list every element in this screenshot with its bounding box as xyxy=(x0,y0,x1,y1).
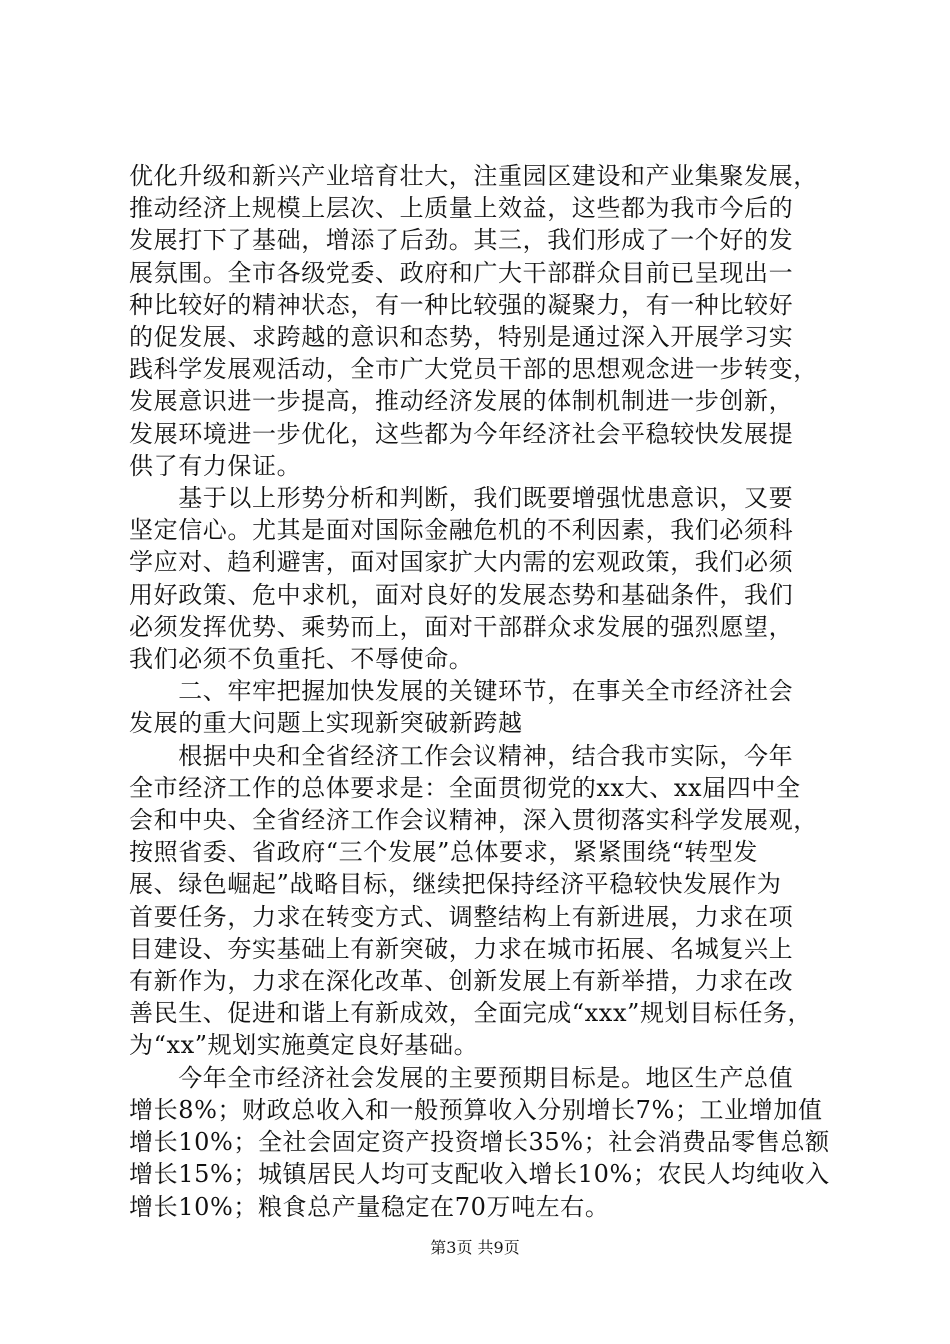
section-heading: 二、牢牢把握加快发展的关键环节，在事关全市经济社会 发展的重大问题上实现新突破新跨越 xyxy=(129,677,794,738)
page-footer: 第3页 共9页 xyxy=(430,1238,520,1257)
paragraph-2: 基于以上形势分析和判断，我们既要增强忧患意识，又要 坚定信心。尤其是面对国际金融危机的不利因素，我们必须科 学应对、趋利避害，面对国家扩大内需的宏观政策，我们必须 用好政策、危中求机，面对良好的发展态势和基础条件，我们 必须发挥优势、乘势而上，面对干部群众求发展的强烈愿望， 我们必须不负重托、不辱使命。 xyxy=(129,484,794,674)
paragraph-3: 根据中央和全省经济工作会议精神，结合我市实际，今年 全市经济工作的总体要求是：全面贯彻党的xx大、xx届四中全 会和中央、全省经济工作会议精神，深入贯彻落实科学发展观， 按照省委、省政府“三个发展”总体要求，紧紧围绕“转型发 展、绿色崛起”战略目标，继续把保持经济平稳较快发展作为 首要任务，力求在转变方式、调整结构上有新进展，力求在项 目建设、夯实基础上有新突破，力求在城市拓展、名城复兴上 有新作为，力求在深化改革、创新发展上有新举措，力求在改 善民生、促进和谐上有新成效，全面完成“xxx”规划目标任务， 为“xx”规划实施奠定良好基础。 xyxy=(129,741,818,1060)
document-body xyxy=(129,160,837,1223)
paragraph-4: 今年全市经济社会发展的主要预期目标是。地区生产总值 增长8%；财政总收入和一般预算收入分别增长7%；工业增加值 增长10%；全社会固定资产投资增长35%；社会消费品零售总额 增长15%；城镇居民人均可支配收入增长10%；农民人均纯收入 增长10%；粮食总产量稳定在70万吨左右。 xyxy=(129,1063,830,1221)
paragraph-1: 优化升级和新兴产业培育壮大，注重园区建设和产业集聚发展， 推动经济上规模上层次、上质量上效益，这些都为我市今后的 发展打下了基础，增添了后劲。其三，我们形成了一个好的发 展氛围。全市各级党委、政府和广大干部群众目前已呈现出一 种比较好的精神状态，有一种比较强的凝聚力，有一种比较好 的促发展、求跨越的意识和态势，特别是通过深入开展学习实 践科学发展观活动，全市广大党员干部的思想观念进一步转变， 发展意识进一步提高，推动经济发展的体制机制进一步创新， 发展环境进一步优化，这些都为今年经济社会平稳较快发展提 供了有力保证。 xyxy=(129,162,818,480)
